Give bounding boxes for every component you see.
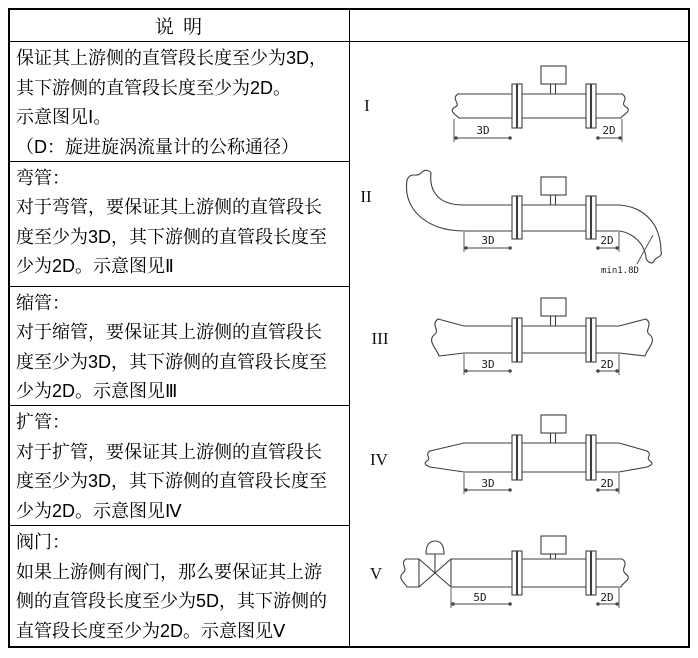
dimension-label: 2D [600,234,614,247]
text-line: 直管段长度至少为2D。示意图见Ⅴ [16,620,286,641]
text-line: 对于弯管，要保证其上游侧的直管段长 [16,197,322,218]
pipe-break-symbol [407,170,431,180]
table-body [10,42,688,646]
diagram-label: I [364,96,370,115]
text-line: 缩管： [16,292,70,313]
flowmeter-display [541,298,566,316]
pipe-break-symbol [621,559,628,587]
text-line: 其下游侧的直管段长度至少为2D。 [16,77,292,98]
text-line: 少为2D。示意图见Ⅲ [16,381,178,402]
pipe-upstream [425,443,512,472]
text-line: 保证其上游侧的直管段长度至少为3D， [16,48,328,68]
text-line: 示意图见Ⅰ。 [16,107,112,127]
diagram-II-bend-pipe [350,156,686,291]
table-header-row [10,10,688,42]
pipe-downstream [596,559,628,587]
dimension-label: 2D [600,477,614,490]
flowmeter-display [541,415,566,433]
leader-line [637,235,653,264]
dimension-label: 3D [481,358,495,371]
dimension-label: 3D [476,124,490,137]
pipe-break-symbol [401,559,407,587]
rule-cell-expander [10,406,349,526]
dimension-downstream [596,232,619,252]
pipe-stub-upstream [401,559,419,587]
dimension-upstream [464,473,512,494]
explanation-column [10,42,350,646]
dimension-label: 2D [602,124,616,137]
dimension-upstream [464,354,512,375]
flowmeter-assembly [512,536,596,595]
text-line: 少为2D。示意图见Ⅱ [16,256,174,277]
flowmeter-assembly [512,66,596,128]
flowmeter-display [541,66,566,84]
pipe-break-symbol [432,319,439,356]
pipe-downstream [596,319,652,356]
diagram-III-reducer-pipe [350,291,686,411]
text-line: 阀门： [16,532,70,553]
rule-cell-valve [10,526,349,646]
pipe-upstream [452,94,512,118]
installation-spec-table [8,8,690,648]
bend-pipe-upstream [406,170,512,231]
diagram-IV-expander-pipe [350,411,686,531]
dimension-downstream [596,588,619,608]
pipe-break-symbol [425,451,430,467]
rule-cell-bend [10,162,349,287]
rule-cell-reducer [10,287,349,407]
text-line: 对于扩管，要保证其上游侧的直管段长 [16,441,322,462]
diagram-V-valve-pipe [350,531,686,646]
text-line: 少为2D。示意图见Ⅳ [16,500,182,521]
dimension-label: 3D [481,477,495,490]
pipe-break-symbol [647,451,652,467]
flowmeter-assembly [512,177,596,239]
pipe-break-symbol [452,94,459,118]
pipe-upstream [451,559,512,587]
pipe-upstream [432,319,512,356]
rule-cell-general [10,42,349,162]
text-line: 度至少为3D，其下游侧的直管段长度至 [16,471,328,492]
flowmeter-assembly [512,298,596,362]
valve-symbol [419,541,451,587]
diagram-column [350,42,688,646]
text-line: 对于缩管，要保证其上游侧的直管段长 [16,322,322,343]
diagram-label: II [360,187,372,206]
flowmeter-display [541,177,566,195]
dimension-label: 5D [473,591,487,604]
text-line: 侧的直管段长度至少为5D，其下游侧的 [16,591,328,612]
valve-handle [426,541,444,554]
bend-radius-note: min1.8D [601,266,639,276]
dimension-label: 2D [600,358,614,371]
diagram-label: IV [370,450,388,469]
pipe-break-symbol [621,94,628,118]
dimension-downstream [596,473,619,494]
diagram-I-straight-pipe [350,42,686,156]
dimension-upstream [454,119,512,142]
flowmeter-display [541,536,566,554]
dimension-upstream [464,232,512,252]
dimension-label: 2D [600,591,614,604]
pipe-break-symbol [646,251,661,263]
text-line: 度至少为3D，其下游侧的直管段长度至 [16,226,328,247]
flowmeter-assembly [512,415,596,480]
pipe-downstream [596,94,628,118]
header-cell-diagrams [350,10,688,41]
dimension-label: 3D [481,234,495,247]
dimension-downstream [596,354,619,375]
dimension-downstream [596,119,622,142]
text-line: 弯管： [16,167,70,188]
text-line: 度至少为3D，其下游侧的直管段长度至 [16,351,328,372]
diagram-label: III [371,329,389,348]
diagram-label: V [369,564,383,583]
dimension-upstream [451,588,512,608]
pipe-downstream [596,443,652,472]
text-line: （D：旋进旋涡流量计的公称通径） [16,136,299,157]
pipe-break-symbol [645,319,652,356]
text-line: 扩管： [16,412,70,433]
text-line: 如果上游侧有阀门，那么要保证其上游 [16,561,322,582]
header-cell-explanation [10,10,350,41]
header-title: 说 明 [154,17,205,38]
